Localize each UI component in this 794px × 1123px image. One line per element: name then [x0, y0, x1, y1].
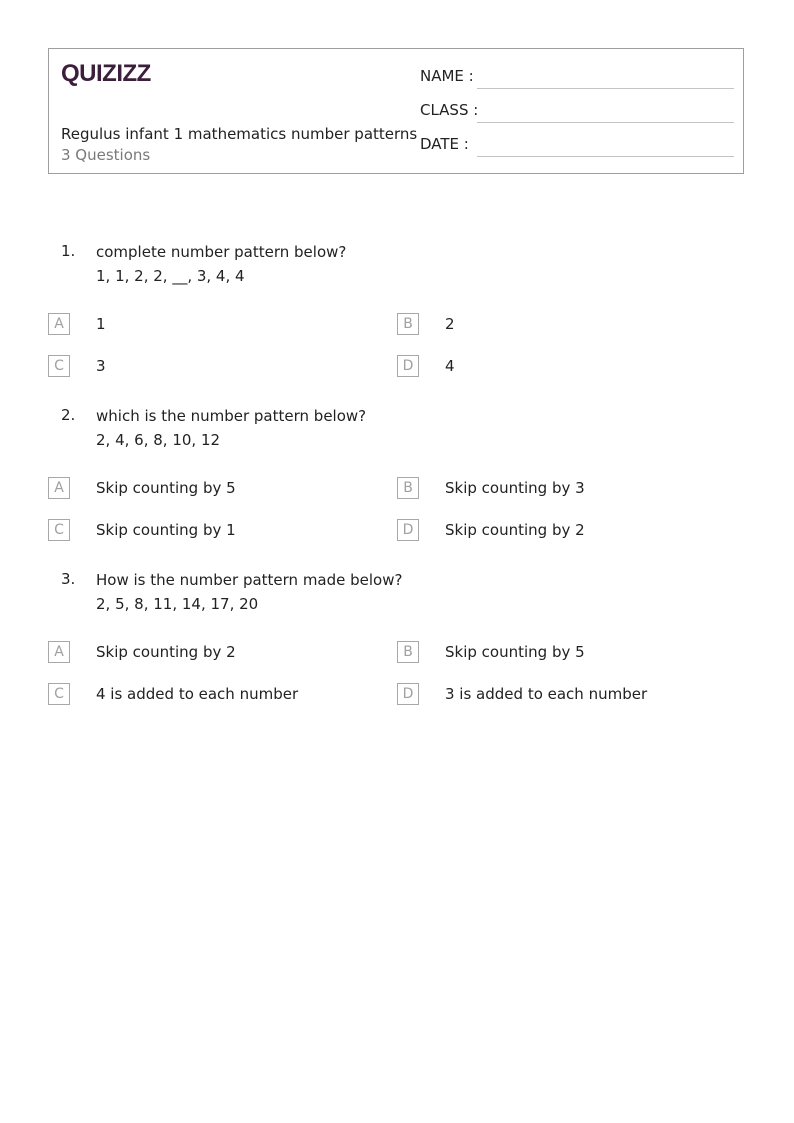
option-d-box[interactable]: D: [397, 519, 419, 541]
svg-text:QUIZIZZ: QUIZIZZ: [61, 60, 151, 87]
question-number: 1.: [61, 242, 76, 260]
question-detail: 2, 5, 8, 11, 14, 17, 20: [96, 595, 259, 613]
option-a-box[interactable]: A: [48, 477, 70, 499]
option-c-box[interactable]: C: [48, 683, 70, 705]
option-d-text[interactable]: 4: [445, 357, 455, 375]
option-c-text[interactable]: 3: [96, 357, 106, 375]
option-b-box[interactable]: B: [397, 477, 419, 499]
option-b-text[interactable]: Skip counting by 3: [445, 479, 585, 497]
class-label: CLASS :: [420, 101, 479, 119]
worksheet-title: Regulus infant 1 mathematics number patterns: [61, 125, 418, 143]
date-line: [477, 156, 734, 157]
worksheet-header: [48, 48, 744, 174]
class-field[interactable]: [420, 101, 734, 123]
question-detail: 1, 1, 2, 2, __, 3, 4, 4: [96, 267, 245, 285]
question-number: 3.: [61, 570, 76, 588]
option-c-box[interactable]: C: [48, 355, 70, 377]
name-field[interactable]: [420, 67, 734, 89]
class-line: [477, 122, 734, 123]
option-a-text[interactable]: Skip counting by 2: [96, 643, 236, 661]
option-a-box[interactable]: A: [48, 641, 70, 663]
option-c-box[interactable]: C: [48, 519, 70, 541]
question-prompt: which is the number pattern below?: [96, 407, 367, 425]
name-label: NAME :: [420, 67, 474, 85]
question-count: 3 Questions: [61, 146, 151, 164]
option-d-box[interactable]: D: [397, 355, 419, 377]
date-label: DATE :: [420, 135, 469, 153]
date-field[interactable]: [420, 135, 734, 157]
option-d-text[interactable]: Skip counting by 2: [445, 521, 585, 539]
option-b-box[interactable]: B: [397, 641, 419, 663]
option-b-box[interactable]: B: [397, 313, 419, 335]
option-c-text[interactable]: Skip counting by 1: [96, 521, 236, 539]
option-d-box[interactable]: D: [397, 683, 419, 705]
name-line: [477, 88, 734, 89]
question-detail: 2, 4, 6, 8, 10, 12: [96, 431, 221, 449]
option-b-text[interactable]: Skip counting by 5: [445, 643, 585, 661]
option-b-text[interactable]: 2: [445, 315, 455, 333]
question-prompt: complete number pattern below?: [96, 243, 347, 261]
option-d-text[interactable]: 3 is added to each number: [445, 685, 648, 703]
question-number: 2.: [61, 406, 76, 424]
option-a-box[interactable]: A: [48, 313, 70, 335]
option-a-text[interactable]: 1: [96, 315, 106, 333]
quizizz-logo: [61, 59, 153, 89]
option-c-text[interactable]: 4 is added to each number: [96, 685, 299, 703]
question-prompt: How is the number pattern made below?: [96, 571, 403, 589]
option-a-text[interactable]: Skip counting by 5: [96, 479, 236, 497]
